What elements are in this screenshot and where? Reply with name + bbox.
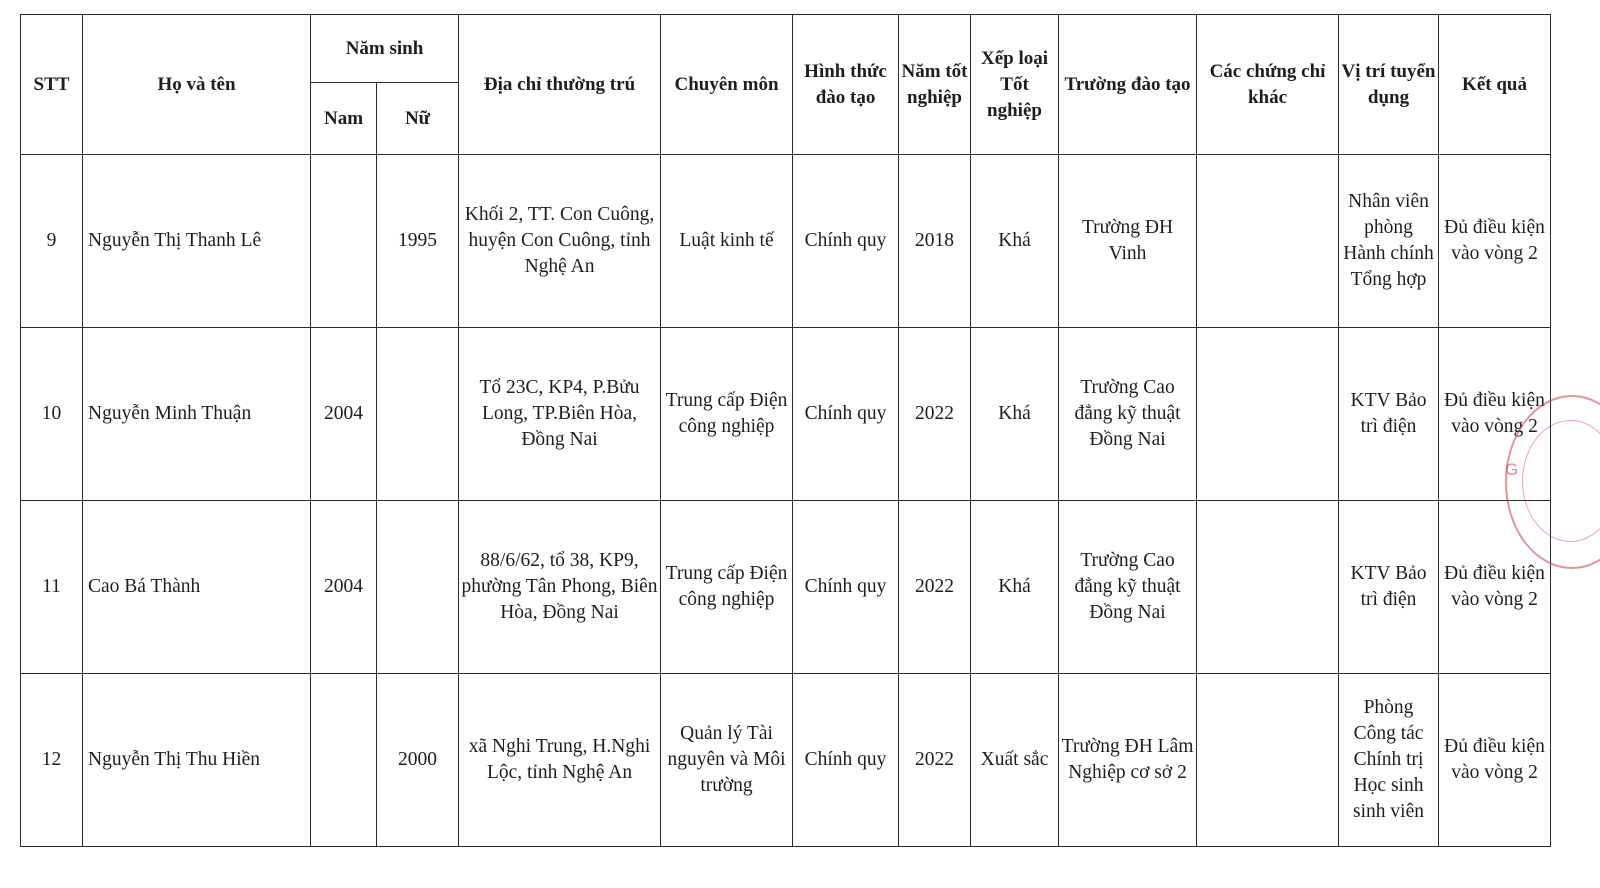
cell-nam: 2004 [311, 328, 377, 501]
cell-nam [311, 674, 377, 847]
cell-chuyen-mon: Trung cấp Điện công nghiệp [661, 501, 793, 674]
cell-dia-chi: 88/6/62, tổ 38, KP9, phường Tân Phong, Biên Hòa, Đồng Nai [459, 501, 661, 674]
cell-xep-loai: Xuất sắc [971, 674, 1059, 847]
table-body [21, 155, 1551, 847]
cell-nam [311, 155, 377, 328]
cell-chung-chi [1197, 501, 1339, 674]
header-nam-tot-nghiep: Năm tốt nghiệp [899, 15, 971, 155]
cell-dia-chi: Tổ 23C, KP4, P.Bửu Long, TP.Biên Hòa, Đồng Nai [459, 328, 661, 501]
header-ket-qua: Kết quả [1439, 15, 1551, 155]
cell-ho-ten: Nguyễn Thị Thanh Lê [83, 155, 311, 328]
header-chuyen-mon: Chuyên môn [661, 15, 793, 155]
cell-hinh-thuc: Chính quy [793, 501, 899, 674]
cell-chuyen-mon: Luật kinh tế [661, 155, 793, 328]
cell-hinh-thuc: Chính quy [793, 328, 899, 501]
header-dia-chi: Địa chỉ thường trú [459, 15, 661, 155]
cell-ket-qua: Đủ điều kiện vào vòng 2 [1439, 328, 1551, 501]
table-row [21, 155, 1551, 328]
cell-ket-qua: Đủ điều kiện vào vòng 2 [1439, 674, 1551, 847]
header-nu: Nữ [377, 83, 459, 155]
cell-chuyen-mon: Trung cấp Điện công nghiệp [661, 328, 793, 501]
cell-stt: 11 [21, 501, 83, 674]
cell-vi-tri: Phòng Công tác Chính trị Học sinh sinh viên [1339, 674, 1439, 847]
cell-nam-tot-nghiep: 2018 [899, 155, 971, 328]
table-row [21, 674, 1551, 847]
header-chung-chi: Các chứng chỉ khác [1197, 15, 1339, 155]
table-header [21, 15, 1551, 155]
cell-chung-chi [1197, 155, 1339, 328]
header-ho-ten: Họ và tên [83, 15, 311, 155]
cell-xep-loai: Khá [971, 328, 1059, 501]
cell-xep-loai: Khá [971, 501, 1059, 674]
header-truong: Trường đào tạo [1059, 15, 1197, 155]
cell-ket-qua: Đủ điều kiện vào vòng 2 [1439, 155, 1551, 328]
cell-ho-ten: Cao Bá Thành [83, 501, 311, 674]
cell-nu [377, 328, 459, 501]
cell-vi-tri: KTV Bảo trì điện [1339, 328, 1439, 501]
table-row [21, 501, 1551, 674]
candidate-table [20, 14, 1551, 847]
cell-chung-chi [1197, 674, 1339, 847]
cell-nam-tot-nghiep: 2022 [899, 501, 971, 674]
header-xep-loai: Xếp loại Tốt nghiệp [971, 15, 1059, 155]
cell-chung-chi [1197, 328, 1339, 501]
cell-xep-loai: Khá [971, 155, 1059, 328]
cell-hinh-thuc: Chính quy [793, 155, 899, 328]
header-hinh-thuc: Hình thức đào tạo [793, 15, 899, 155]
cell-dia-chi: xã Nghi Trung, H.Nghi Lộc, tỉnh Nghệ An [459, 674, 661, 847]
cell-nam-tot-nghiep: 2022 [899, 674, 971, 847]
cell-hinh-thuc: Chính quy [793, 674, 899, 847]
cell-ket-qua: Đủ điều kiện vào vòng 2 [1439, 501, 1551, 674]
cell-truong: Trường ĐH Lâm Nghiệp cơ sở 2 [1059, 674, 1197, 847]
cell-truong: Trường Cao đẳng kỹ thuật Đồng Nai [1059, 501, 1197, 674]
header-vi-tri: Vị trí tuyển dụng [1339, 15, 1439, 155]
cell-chuyen-mon: Quản lý Tài nguyên và Môi trường [661, 674, 793, 847]
cell-nu: 2000 [377, 674, 459, 847]
cell-truong: Trường Cao đẳng kỹ thuật Đồng Nai [1059, 328, 1197, 501]
candidate-results-table-page [20, 14, 1550, 847]
cell-vi-tri: KTV Bảo trì điện [1339, 501, 1439, 674]
cell-nu [377, 501, 459, 674]
cell-ho-ten: Nguyễn Thị Thu Hiền [83, 674, 311, 847]
cell-nam-tot-nghiep: 2022 [899, 328, 971, 501]
table-row [21, 328, 1551, 501]
cell-stt: 12 [21, 674, 83, 847]
cell-vi-tri: Nhân viên phòng Hành chính Tổng hợp [1339, 155, 1439, 328]
cell-stt: 10 [21, 328, 83, 501]
cell-truong: Trường ĐH Vinh [1059, 155, 1197, 328]
cell-ho-ten: Nguyễn Minh Thuận [83, 328, 311, 501]
cell-nam: 2004 [311, 501, 377, 674]
header-nam-sinh: Năm sinh [311, 15, 459, 83]
cell-nu: 1995 [377, 155, 459, 328]
cell-stt: 9 [21, 155, 83, 328]
header-stt: STT [21, 15, 83, 155]
header-nam: Nam [311, 83, 377, 155]
cell-dia-chi: Khối 2, TT. Con Cuông, huyện Con Cuông, tỉnh Nghệ An [459, 155, 661, 328]
red-seal-letter: G [1505, 460, 1519, 479]
